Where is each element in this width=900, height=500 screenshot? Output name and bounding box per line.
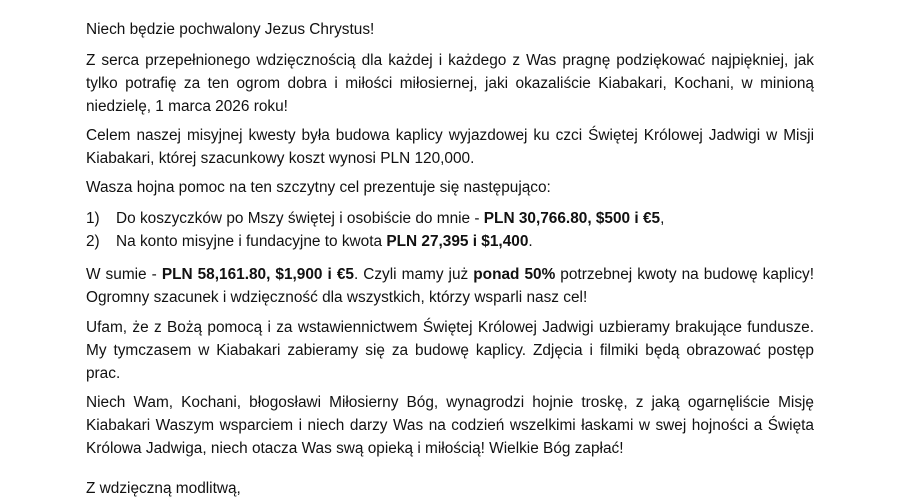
list-item-amount: PLN 30,766.80, $500 i €5	[483, 210, 661, 227]
donation-list	[86, 207, 814, 253]
list-item-content	[116, 207, 664, 230]
total-amount: PLN 58,161.80, $1,900 i €5	[161, 266, 354, 283]
list-item-punct: .	[528, 233, 533, 250]
total-text-c: . Czyli mamy już	[353, 266, 474, 283]
list-item-content	[116, 230, 533, 253]
letter-closing: Z wdzięczną modlitwą,	[86, 480, 241, 497]
donation-list-item	[86, 207, 814, 230]
list-item-text: Do koszyczków po Mszy świętej i osobiście do mnie -	[116, 210, 484, 227]
total-text-a: W sumie -	[86, 266, 162, 283]
list-item-punct: ,	[660, 210, 665, 227]
paragraph-summary-intro: Wasza hojna pomoc na ten szczytny cel prezentuje się następująco:	[86, 179, 551, 196]
list-number: 1)	[86, 210, 100, 227]
list-item-amount: PLN 27,395 i $1,400	[386, 233, 529, 250]
paragraph-total	[86, 263, 814, 309]
donation-list-item	[86, 230, 814, 253]
total-percent: ponad 50%	[473, 266, 556, 283]
list-item-text: Na konto misyjne i fundacyjne to kwota	[116, 233, 387, 250]
paragraph-goal: Celem naszej misyjnej kwesty była budowa kaplicy wyjazdowej ku czci Świętej Królowej Jadwigi w Misji Kiabakari, której szacunkowy koszt wynosi PLN 120,000.	[86, 127, 814, 167]
paragraph-blessing: Niech Wam, Kochani, błogosławi Miłosierny Bóg, wynagrodzi hojnie troskę, z jaką ogarnęliście Misję Kiabakari Waszym wsparciem i niech darzy Was na codzień wszelkimi łaskami w swej hojności a Święta Królowa Jadwiga, niech otacza Was swą opieką i miłością! Wielkie Bóg zapłać!	[86, 394, 814, 457]
list-number: 2)	[86, 233, 100, 250]
total-text-e: potrzebnej kwoty na budowę kaplicy! Ogromny szacunek i wdzięczność dla wszystkich, którzy wsparli nasz cel!	[86, 266, 814, 306]
paragraph-hope: Ufam, że z Bożą pomocą i za wstawiennictwem Świętej Królowej Jadwigi uzbieramy brakujące fundusze. My tymczasem w Kiabakari zabieramy się za budowę kaplicy. Zdjęcia i filmiki będą obrazować postęp prac.	[86, 319, 814, 382]
paragraph-thanks: Z serca przepełnionego wdzięcznością dla każdej i każdego z Was pragnę podziękować najpiękniej, jak tylko potrafię za ten ogrom dobra i miłości miłosiernej, jaki okazaliście Kiabakari, Kochani, w minioną niedzielę, 1 marca 2026 roku!	[86, 52, 814, 115]
letter-greeting: Niech będzie pochwalony Jezus Chrystus!	[86, 21, 375, 38]
